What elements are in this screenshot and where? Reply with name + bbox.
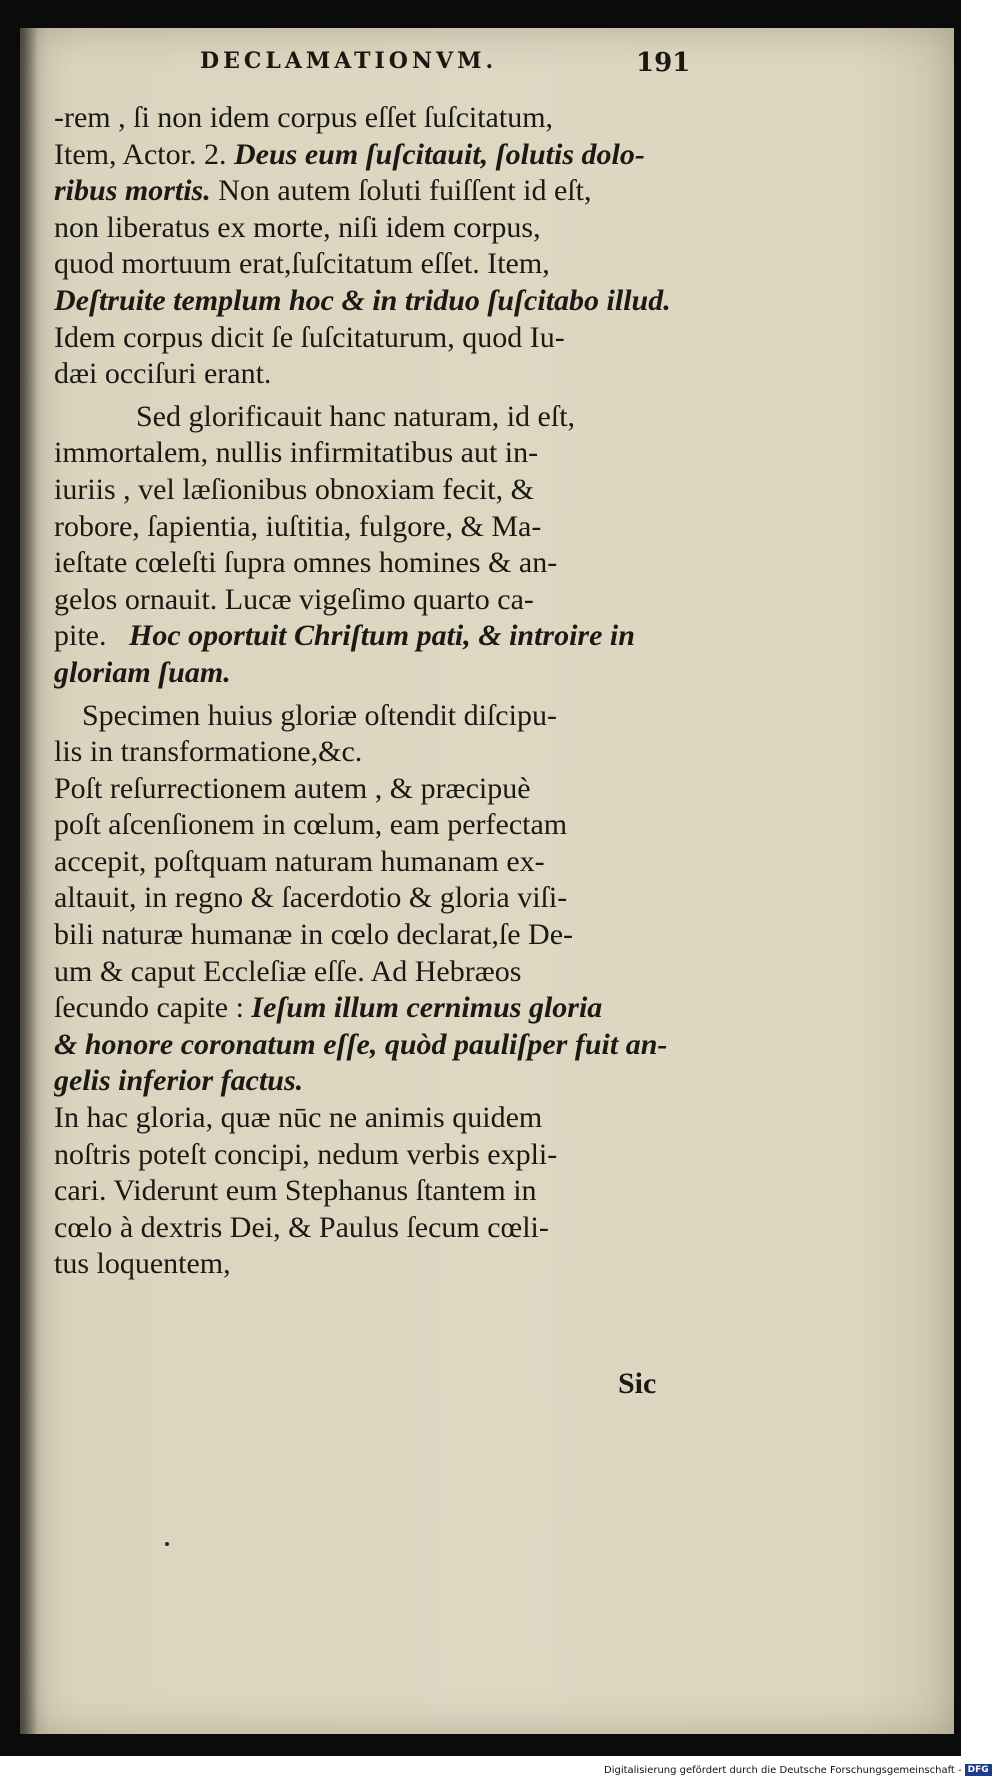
scripture-quote: Hoc oportuit Chriſtum pati, & introire in: [129, 619, 635, 653]
text-line: immortalem, nullis infirmitatibus aut in-: [54, 436, 539, 470]
text-line: bili naturæ humanæ in cœlo declarat,ſe De-: [54, 918, 574, 952]
body-text: [54, 100, 674, 1283]
paragraph-start: Poſt reſurrectionem autem , & præcipuè: [54, 771, 531, 805]
running-title: DECLAMATIONVM.: [200, 48, 498, 74]
text-line: ieſtate cœleſti ſupra omnes homines & an-: [54, 546, 558, 580]
text-line: poſt aſcenſionem in cœlum, eam perfectam: [54, 808, 568, 842]
text-line: Idem corpus dicit ſe ſuſcitaturum, quod Iu-: [54, 320, 565, 354]
text-line: cœlo à dextris Dei, & Paulus ſecum cœli-: [54, 1210, 549, 1244]
dfg-logo: DFG: [965, 1764, 992, 1776]
scripture-quote: gloriam ſuam.: [54, 655, 231, 689]
scripture-quote: gelis inferior factus.: [54, 1064, 304, 1098]
text-span: pite.: [54, 619, 107, 653]
text-line: robore, ſapientia, iuſtitia, fulgore, & Ma-: [54, 509, 542, 543]
text-line: gelos ornauit. Lucæ vigeſimo quarto ca-: [54, 582, 534, 616]
scripture-quote: & honore coronatum eſſe, quòd pauliſper fuit an-: [54, 1027, 668, 1061]
text-line: iuriis , vel læſionibus obnoxiam fecit, &: [54, 472, 534, 506]
digitization-credit: [604, 1764, 992, 1776]
text-line: noſtris poteſt concipi, nedum verbis expli-: [54, 1137, 558, 1171]
text-span: ſecundo capite :: [54, 991, 244, 1025]
paragraph-start: In hac gloria, quæ nūc ne animis quidem: [54, 1101, 543, 1135]
text-line: [54, 173, 674, 210]
text-span: Non autem ſoluti fuiſſent id eſt,: [218, 174, 592, 208]
text-line: [54, 618, 674, 655]
text-line: altauit, in regno & ſacerdotio & gloria viſi-: [54, 881, 568, 915]
text-line: -rem , ſi non idem corpus eſſet ſuſcitatum,: [54, 101, 554, 134]
text-line: tus loquentem,: [54, 1247, 231, 1281]
catchword: Sic: [618, 1367, 657, 1400]
text-line: accepit, poſtquam naturam humanam ex-: [54, 844, 545, 878]
ink-speck: [165, 1542, 169, 1546]
scripture-quote: Deſtruite templum hoc & in triduo ſuſcitabo illud.: [54, 283, 671, 317]
text-line: quod mortuum erat,ſuſcitatum eſſet. Item,: [54, 247, 550, 281]
text-line: [54, 990, 674, 1027]
paragraph-start: Sed glorificauit hanc naturam, id eſt,: [136, 399, 576, 433]
spine-shadow: [20, 28, 38, 1734]
scripture-quote: Ieſum illum cernimus gloria: [251, 991, 603, 1025]
text-line: [54, 137, 674, 174]
scripture-quote: Deus eum ſuſcitauit, ſolutis dolo-: [233, 137, 645, 171]
text-line: non liberatus ex morte, niſi idem corpus,: [54, 210, 541, 244]
scripture-quote: ribus mortis.: [54, 174, 211, 208]
text-line: lis in transformatione,&c.: [54, 735, 363, 769]
text-span: Item, Actor. 2.: [54, 137, 227, 171]
text-line: cari. Viderunt eum Stephanus ſtantem in: [54, 1174, 537, 1208]
page-number: 191: [636, 48, 691, 78]
paragraph-start: Specimen huius gloriæ oſtendit diſcipu-: [82, 698, 557, 732]
credit-text: Digitalisierung gefördert durch die Deutsche Forschungsgemeinschaft -: [604, 1765, 962, 1776]
text-line: dæi occiſuri erant.: [54, 357, 272, 391]
text-line: um & caput Eccleſiæ eſſe. Ad Hebræos: [54, 954, 522, 988]
